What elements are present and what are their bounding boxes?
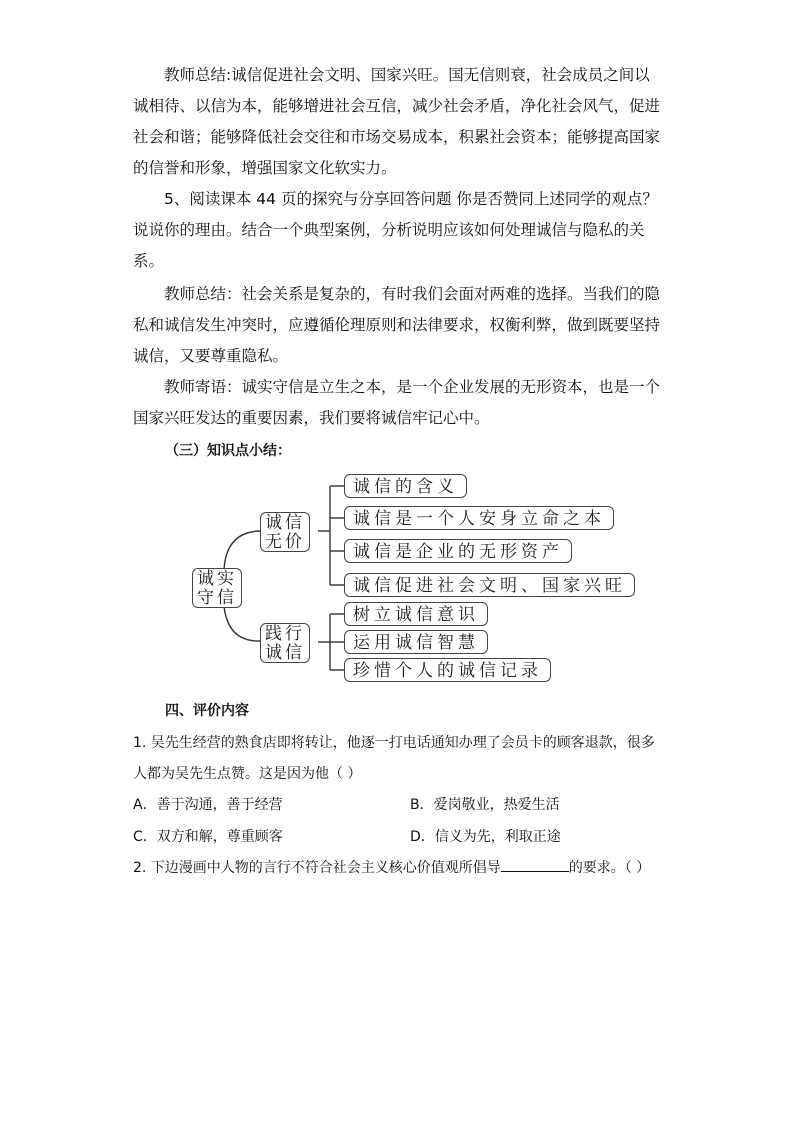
mindmap-item-credit-record: 珍惜个人的诚信记录	[344, 658, 551, 682]
mindmap-branch-practice: 践行 诚信	[260, 623, 310, 663]
question-1-line-2: 人都为吴先生点赞。这是因为他（ ）	[133, 766, 362, 782]
mindmap-root: 诚实 守信	[192, 568, 242, 608]
evaluation-heading: 四、评价内容	[165, 703, 249, 719]
summary-heading: （三）知识点小结：	[165, 443, 291, 459]
connector-root-branch2	[224, 606, 260, 641]
paragraph-question-5: 5、阅读课本 44 页的探究与分享回答问题 你是否赞同上述同学的观点？说说你的理由。结合一个典型案例，分析说明应该如何处理诚信与隐私的关系。	[133, 190, 658, 270]
mindmap-item-intangible-asset: 诚信是企业的无形资产	[344, 539, 572, 563]
question-2-prefix: 2. 下边漫画中人物的言行不符合社会主义核心价值观所倡导	[133, 860, 501, 876]
mindmap-branch-priceless: 诚信 无价	[260, 512, 310, 552]
mindmap-item-foundation: 诚信是一个人安身立命之本	[344, 506, 614, 530]
mindmap-item-prosperity: 诚信促进社会文明、国家兴旺	[344, 573, 635, 597]
question-2-blank	[501, 857, 569, 872]
mindmap-item-meaning: 诚信的含义	[344, 474, 467, 498]
connector-root-branch1	[224, 531, 260, 570]
question-1-option-c: C．双方和解，尊重顾客	[133, 829, 283, 845]
paragraph-teacher-summary-2: 教师总结：社会关系是复杂的，有时我们会面对两难的选择。当我们的隐私和诚信发生冲突时，应遵循伦理原则和法律要求，权衡利弊，做到既要坚持诚信，又要尊重隐私。	[133, 285, 661, 365]
question-1-option-b: B．爱岗敬业，热爱生活	[410, 797, 560, 813]
mindmap-item-wisdom: 运用诚信智慧	[344, 630, 488, 654]
question-1-option-d: D．信义为先，利取正途	[410, 829, 561, 845]
question-2-suffix: 的要求。（ ）	[568, 860, 651, 876]
question-1-line-1: 1. 吴先生经营的熟食店即将转让，他逐一打电话通知办理了会员卡的顾客退款，很多	[133, 735, 655, 751]
question-1-option-a: A．善于沟通，善于经营	[133, 797, 283, 813]
mindmap-item-awareness: 树立诚信意识	[344, 602, 488, 626]
paragraph-teacher-summary-1: 教师总结:诚信促进社会文明、国家兴旺。国无信则衰，社会成员之间以诚相待、以信为本，能够增进社会互信，减少社会矛盾，净化社会风气，促进社会和谐；能够降低社会交往和市场交易成本，积累社会资本；能够提高国家的信誉和形象，增强国家文化软实力。	[133, 66, 661, 177]
paragraph-teacher-message: 教师寄语：诚实守信是立生之本，是一个企业发展的无形资本，也是一个国家兴旺发达的重要因素，我们要将诚信牢记心中。	[133, 378, 661, 427]
question-2	[133, 857, 650, 879]
